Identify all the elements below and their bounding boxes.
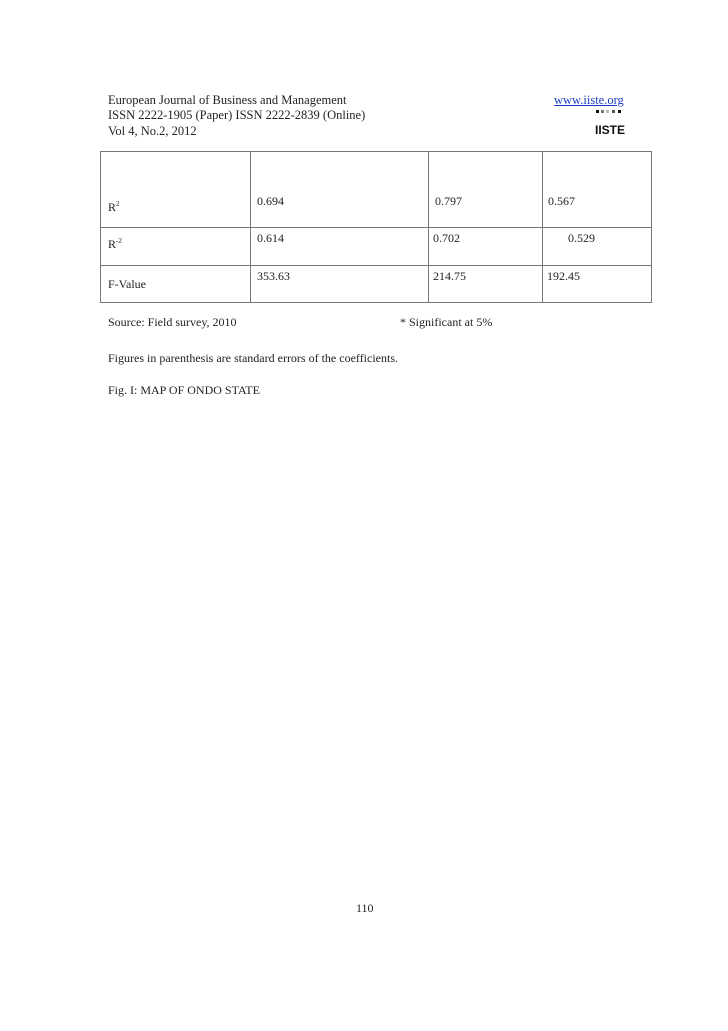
- page-number: 110: [356, 901, 374, 915]
- table-cell: 192.45: [547, 269, 580, 283]
- table-row-separator: [100, 265, 652, 266]
- volume-line: Vol 4, No.2, 2012: [108, 124, 197, 138]
- table-cell: 214.75: [433, 269, 466, 283]
- table-cell: 0.694: [257, 194, 284, 208]
- row-label-text: R: [108, 200, 117, 214]
- table-border-bottom: [100, 302, 652, 303]
- row-label-superscript: -2: [116, 237, 122, 245]
- parenthesis-note: Figures in parenthesis are standard errors of the coefficients.: [108, 351, 399, 365]
- issn-line: ISSN 2222-1905 (Paper) ISSN 2222-2839 (Online): [108, 108, 366, 122]
- table-column-separator: [542, 151, 543, 303]
- journal-title: European Journal of Business and Management: [108, 93, 347, 107]
- table-cell: 0.529: [568, 231, 595, 245]
- row-label-r-squared: [108, 200, 120, 215]
- regression-table: [100, 151, 652, 303]
- table-column-separator: [250, 151, 251, 303]
- table-cell: 0.614: [257, 231, 284, 245]
- table-cell: 0.567: [548, 194, 575, 208]
- iiste-logo: [594, 109, 626, 139]
- figure-caption: Fig. I: MAP OF ONDO STATE: [108, 383, 260, 397]
- table-border-top: [100, 151, 652, 152]
- logo-wordmark: IISTE: [594, 123, 626, 137]
- row-label-adjusted-r-squared: [108, 237, 122, 252]
- journal-url-link[interactable]: www.iiste.org: [554, 93, 624, 107]
- row-label-text: R: [108, 237, 117, 251]
- row-label-text: F-Value: [108, 277, 146, 291]
- table-cell: 0.702: [433, 231, 460, 245]
- significance-note: * Significant at 5%: [400, 315, 493, 329]
- table-column-separator: [428, 151, 429, 303]
- table-cell: 353.63: [257, 269, 290, 283]
- row-label-superscript: 2: [116, 200, 120, 208]
- logo-decoration-icon: [596, 110, 621, 113]
- table-row-separator: [100, 227, 652, 228]
- source-note: Source: Field survey, 2010: [108, 315, 237, 329]
- table-border-right: [651, 151, 652, 303]
- row-label-f-value: [108, 277, 146, 292]
- table-border-left: [100, 151, 101, 303]
- table-cell: 0.797: [435, 194, 462, 208]
